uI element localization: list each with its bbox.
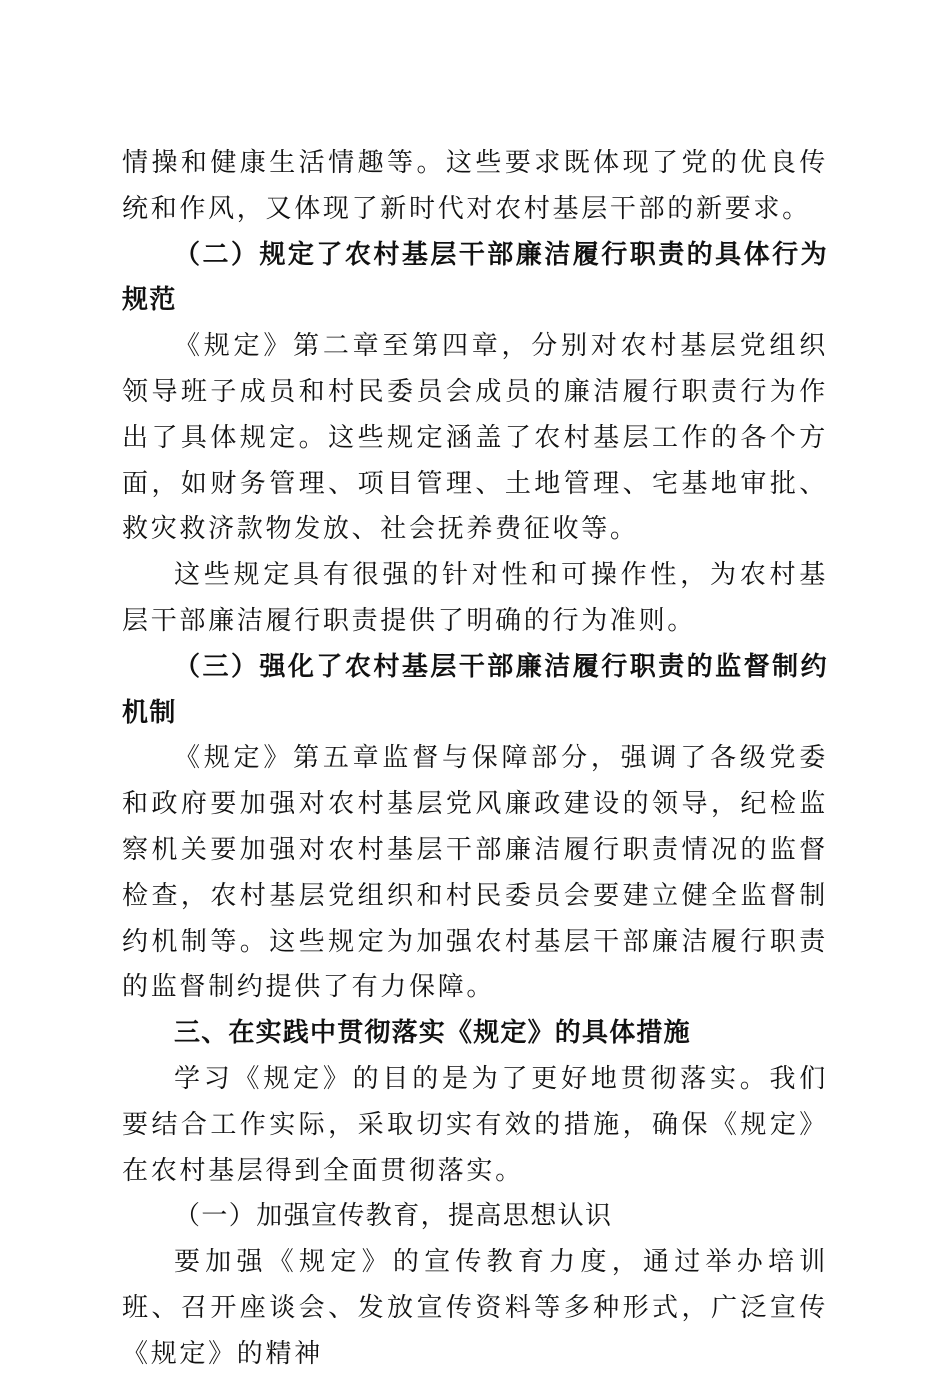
paragraph-behavior-norms: 《规定》第二章至第四章，分别对农村基层党组织领导班子成员和村民委员会成员的廉洁履行职责行为作出了具体规定。这些规定涵盖了农村基层工作的各个方面，如财务管理、项目管理、土地管理、宅基地审批、救灾救济款物发放、社会抚养费征收等。 [122,331,828,545]
subheading-one: （一）加强宣传教育，提高思想认识 [174,1201,613,1232]
paragraph-publicity: 要加强《规定》的宣传教育力度，通过举办培训班、召开座谈会、发放宣传资料等多种形式，广泛宣传《规定》的精神 [122,1247,828,1369]
paragraph-operability: 这些规定具有很强的针对性和可操作性，为农村基层干部廉洁履行职责提供了明确的行为准则。 [122,560,828,636]
paragraph-continuation: 情操和健康生活情趣等。这些要求既体现了党的优良传统和作风，又体现了新时代对农村基层干部的新要求。 [122,148,828,224]
section-heading-three: 三、在实践中贯彻落实《规定》的具体措施 [174,1018,691,1049]
paragraph-implementation: 学习《规定》的目的是为了更好地贯彻落实。我们要结合工作实际，采取切实有效的措施，确保《规定》在农村基层得到全面贯彻落实。 [122,1063,828,1186]
subheading-two: （二）规定了农村基层干部廉洁履行职责的具体行为规范 [122,239,828,316]
document-body [122,141,828,1378]
subheading-three: （三）强化了农村基层干部廉洁履行职责的监督制约机制 [122,651,828,728]
paragraph-supervision: 《规定》第五章监督与保障部分，强调了各级党委和政府要加强对农村基层党风廉政建设的领导，纪检监察机关要加强对农村基层干部廉洁履行职责情况的监督检查，农村基层党组织和村民委员会要建立健全监督制约机制等。这些规定为加强农村基层干部廉洁履行职责的监督制约提供了有力保障。 [122,743,828,1003]
